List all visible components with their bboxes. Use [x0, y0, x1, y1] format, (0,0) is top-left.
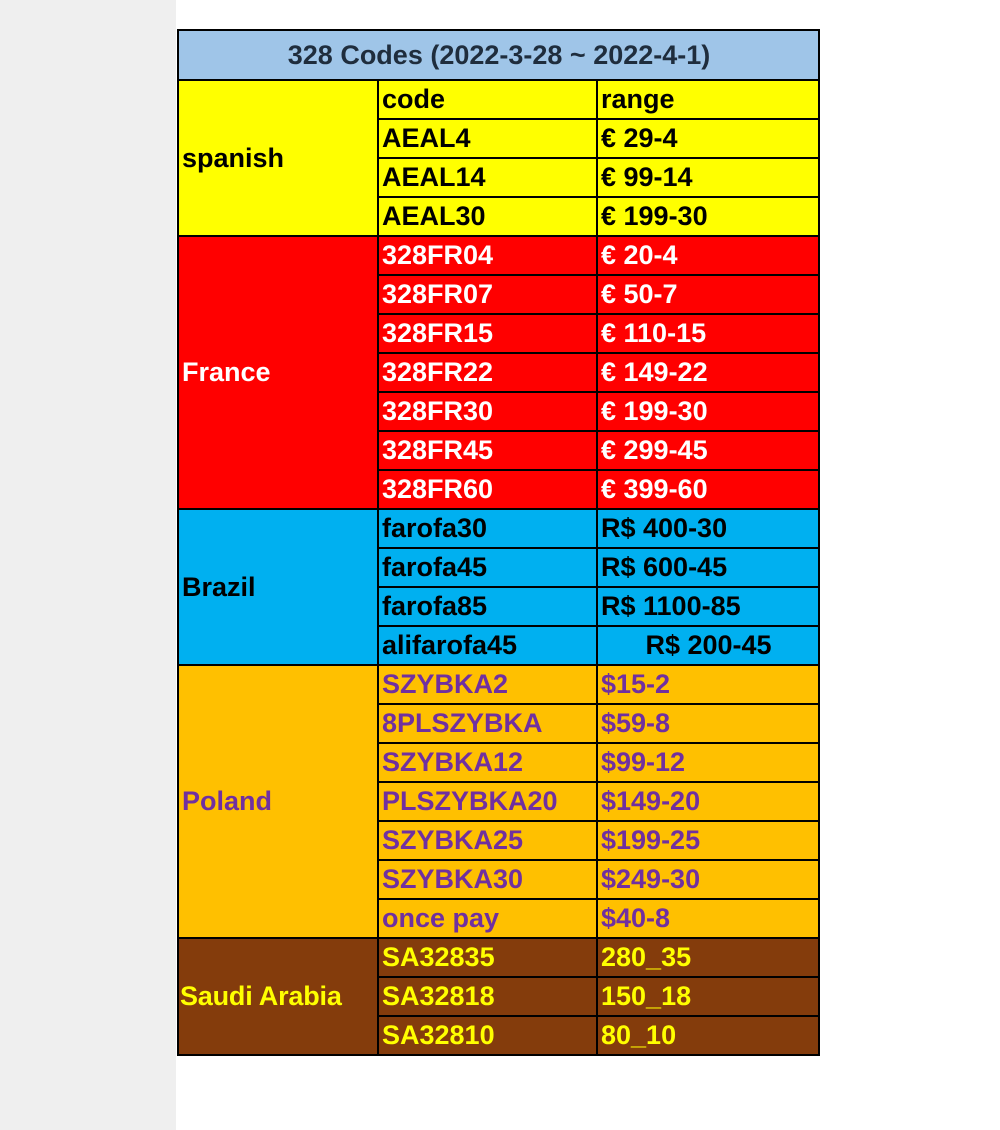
code-cell: AEAL30	[378, 197, 597, 236]
code-cell: farofa30	[378, 509, 597, 548]
code-cell: SZYBKA25	[378, 821, 597, 860]
range-cell: $199-25	[597, 821, 819, 860]
table-title: 328 Codes (2022-3-28 ~ 2022-4-1)	[178, 30, 819, 80]
code-cell: 328FR45	[378, 431, 597, 470]
range-cell: € 399-60	[597, 470, 819, 509]
table-row	[178, 80, 819, 119]
code-cell: SA32818	[378, 977, 597, 1016]
code-cell: AEAL14	[378, 158, 597, 197]
range-cell: $99-12	[597, 743, 819, 782]
group-france	[178, 236, 819, 509]
code-cell: SZYBKA30	[378, 860, 597, 899]
range-cell: $59-8	[597, 704, 819, 743]
range-cell: $149-20	[597, 782, 819, 821]
range-cell: R$ 600-45	[597, 548, 819, 587]
range-cell: € 110-15	[597, 314, 819, 353]
code-cell: 328FR07	[378, 275, 597, 314]
range-cell: R$ 1100-85	[597, 587, 819, 626]
code-cell: PLSZYBKA20	[378, 782, 597, 821]
range-cell: € 149-22	[597, 353, 819, 392]
region-saudi-arabia: Saudi Arabia	[178, 938, 378, 1055]
group-brazil	[178, 509, 819, 665]
region-poland: Poland	[178, 665, 378, 938]
code-cell: SZYBKA2	[378, 665, 597, 704]
range-header: range	[597, 80, 819, 119]
code-cell: 8PLSZYBKA	[378, 704, 597, 743]
region-france: France	[178, 236, 378, 509]
code-cell: farofa45	[378, 548, 597, 587]
code-header: code	[378, 80, 597, 119]
range-cell: 80_10	[597, 1016, 819, 1055]
table-row	[178, 665, 819, 704]
code-cell: 328FR60	[378, 470, 597, 509]
range-cell: R$ 200-45	[597, 626, 819, 665]
code-cell: alifarofa45	[378, 626, 597, 665]
code-cell: SZYBKA12	[378, 743, 597, 782]
range-cell: $15-2	[597, 665, 819, 704]
region-spanish: spanish	[178, 80, 378, 236]
code-cell: 328FR04	[378, 236, 597, 275]
table-row	[178, 509, 819, 548]
range-cell: R$ 400-30	[597, 509, 819, 548]
range-cell: 280_35	[597, 938, 819, 977]
group-poland	[178, 665, 819, 938]
code-cell: SA32810	[378, 1016, 597, 1055]
range-cell: € 199-30	[597, 392, 819, 431]
range-cell: € 50-7	[597, 275, 819, 314]
group-saudi-arabia	[178, 938, 819, 1055]
code-cell: 328FR15	[378, 314, 597, 353]
code-cell: SA32835	[378, 938, 597, 977]
code-cell: once pay	[378, 899, 597, 938]
code-cell: AEAL4	[378, 119, 597, 158]
range-cell: $249-30	[597, 860, 819, 899]
range-cell: € 299-45	[597, 431, 819, 470]
table-row	[178, 938, 819, 977]
code-cell: 328FR22	[378, 353, 597, 392]
codes-table	[177, 29, 820, 1056]
code-cell: farofa85	[378, 587, 597, 626]
range-cell: 150_18	[597, 977, 819, 1016]
range-cell: $40-8	[597, 899, 819, 938]
title-row	[178, 30, 819, 80]
left-gutter	[0, 0, 176, 1130]
range-cell: € 199-30	[597, 197, 819, 236]
table-row	[178, 236, 819, 275]
group-spanish	[178, 80, 819, 236]
code-cell: 328FR30	[378, 392, 597, 431]
range-cell: € 99-14	[597, 158, 819, 197]
region-brazil: Brazil	[178, 509, 378, 665]
range-cell: € 29-4	[597, 119, 819, 158]
range-cell: € 20-4	[597, 236, 819, 275]
